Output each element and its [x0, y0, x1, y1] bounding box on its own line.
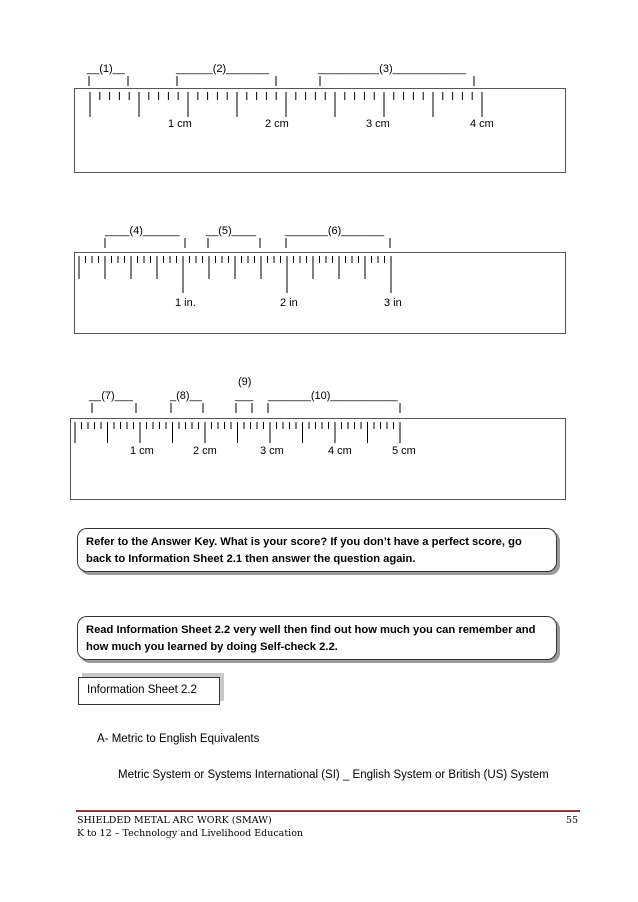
blank-label-9: (9)	[238, 376, 252, 388]
section-heading: A- Metric to English Equivalents	[97, 733, 260, 745]
answer-key-callout: Refer to the Answer Key. What is your score? If you don’t have a perfect score, go back to Information Sheet 2.1 then answer the question again.	[77, 528, 557, 572]
blank-label-8: _(8)__	[170, 390, 202, 402]
page-number: 55	[566, 815, 579, 826]
ruler-cm-2	[70, 418, 566, 500]
unit-label: 1 cm	[130, 445, 154, 457]
blank-label-3: __________(3)____________	[318, 63, 467, 75]
unit-label: 2 in	[280, 297, 298, 309]
blank-label-1: __(1)__	[87, 63, 125, 75]
unit-label: 1 in.	[175, 297, 196, 309]
ruler-ticks	[71, 419, 565, 499]
footer-rule	[76, 810, 580, 812]
blank-label-6: _______(6)_______	[285, 225, 385, 237]
unit-label: 3 in	[384, 297, 402, 309]
blank-label-7: __(7)___	[89, 390, 134, 402]
unit-label: 3 cm	[260, 445, 284, 457]
blank-label-9-line: ___	[235, 390, 254, 402]
unit-label: 4 cm	[328, 445, 352, 457]
footer-subtitle: K to 12 – Technology and Livelihood Education	[77, 828, 304, 839]
unit-label: 2 cm	[265, 118, 289, 130]
bracket-lines-3	[0, 0, 638, 420]
section-text: Metric System or Systems International (SI) _ English System or British (US) System	[118, 769, 549, 781]
unit-label: 3 cm	[366, 118, 390, 130]
unit-label: 2 cm	[193, 445, 217, 457]
blank-label-5: __(5)____	[206, 225, 257, 237]
blank-label-10: _______(10)___________	[268, 390, 398, 402]
blank-label-2: ______(2)_______	[176, 63, 269, 75]
unit-label: 4 cm	[470, 118, 494, 130]
footer-title: SHIELDED METAL ARC WORK (SMAW)	[77, 815, 272, 826]
info-sheet-label: Information Sheet 2.2	[78, 677, 220, 705]
unit-label: 5 cm	[392, 445, 416, 457]
unit-label: 1 cm	[168, 118, 192, 130]
read-info-callout: Read Information Sheet 2.2 very well then find out how much you can remember and how much you learned by doing Self-check 2.2.	[77, 616, 557, 660]
blank-label-4: ____(4)______	[105, 225, 180, 237]
